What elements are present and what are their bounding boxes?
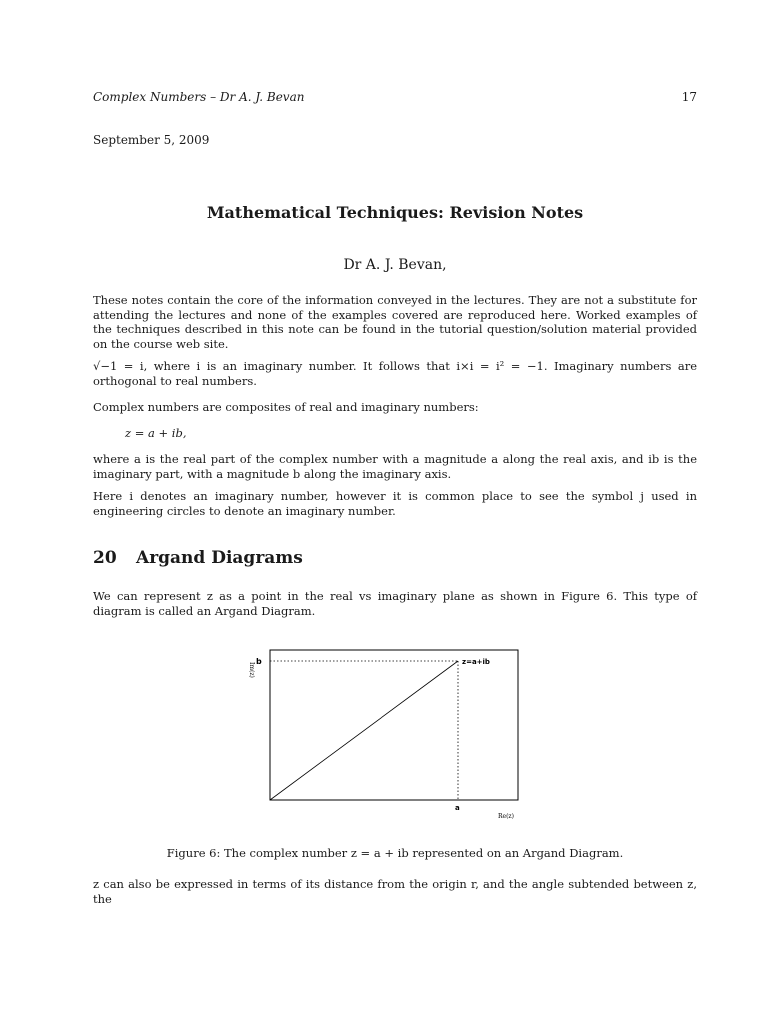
author: Dr A. J. Bevan, [343,257,447,273]
complex-intro-paragraph: Complex numbers are composites of real and imaginary numbers: [93,400,479,414]
imaginary-paragraph: √−1 = i, where i is an imaginary number. It follows that i×i = i² = −1. Imaginary numbers are orthogonal to real numbers. [93,359,697,388]
y-axis-label: Im(z) [248,662,255,678]
x-axis-label: Re(z) [498,813,514,820]
intro-paragraph: These notes contain the core of the information conveyed in the lectures. They are not a substitute for attending the lectures and none of the examples covered are reproduced here. Worked examples of the techniques described in this note can be found in the tutorial question/solution material provided on the course web site. [93,293,697,351]
b-label: b [256,657,262,666]
point-label: z=a+ib [462,658,490,666]
argand-diagram [236,640,536,829]
polar-paragraph: z can also be expressed in terms of its distance from the origin r, and the angle subtended between z, the [93,877,697,906]
engineering-paragraph: Here i denotes an imaginary number, however it is common place to see the symbol j used in engineering circles to denote an imaginary number. [93,489,697,518]
argand-paragraph: We can represent z as a point in the real vs imaginary plane as shown in Figure 6. This type of diagram is called an Argand Diagram. [93,589,697,618]
section-title: Argand Diagrams [136,548,303,568]
section-number: 20 [93,548,117,568]
a-label: a [455,804,460,812]
vector-line [270,661,458,800]
section-heading [93,548,303,568]
page-number: 17 [681,90,697,104]
where-paragraph: where a is the real part of the complex number with a magnitude a along the real axis, and ib is the imaginary part, with a magnitude b along the imaginary axis. [93,452,697,481]
plot-frame [270,650,518,800]
date: September 5, 2009 [93,133,210,147]
figure-caption: Figure 6: The complex number z = a + ib represented on an Argand Diagram. [166,846,624,860]
document-title: Mathematical Techniques: Revision Notes [206,203,584,222]
running-header [93,90,697,104]
complex-equation: z = a + ib, [125,426,187,440]
running-title: Complex Numbers – Dr A. J. Bevan [93,90,305,104]
